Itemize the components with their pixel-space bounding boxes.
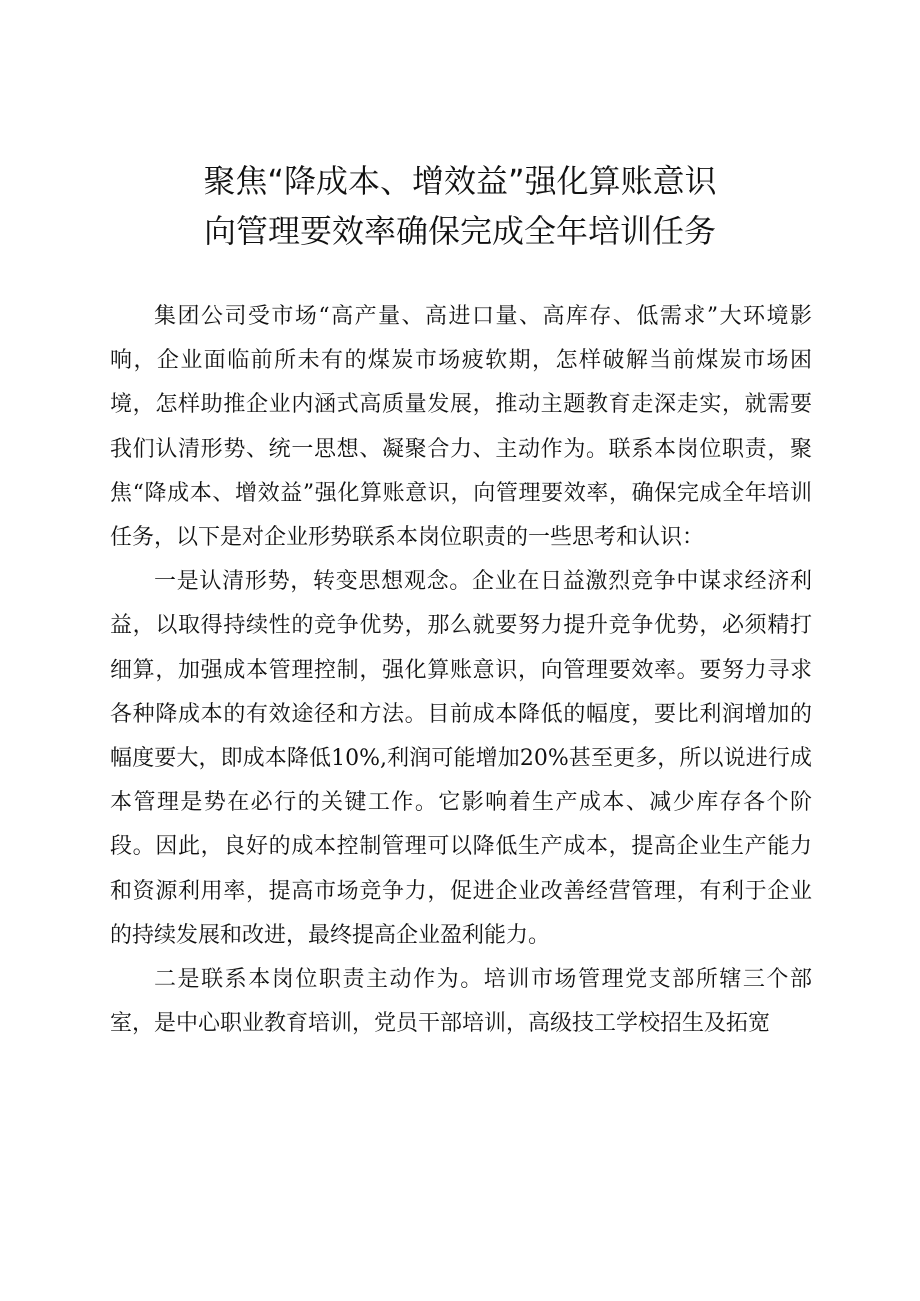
document-title-line-1: 聚焦“降成本、增效益”强化算账意识 xyxy=(203,162,717,200)
paragraph-intro: 集团公司受市场“高产量、高进口量、高库存、低需求”大环境影响，企业面临前所未有的煤炭市场疲软期，怎样破解当前煤炭市场困境，怎样助推企业内涵式高质量发展，推动主题教育走深走实，就需要我们认清形势、统一思想、凝聚合力、主动作为。联系本岗位职责，聚焦“降成本、增效益”强化算账意识，向管理要效率，确保完成全年培训任务，以下是对企业形势联系本岗位职责的一些思考和认识： xyxy=(110,304,812,551)
paragraph-point-two: 二是联系本岗位职责主动作为。培训市场管理党支部所辖三个部室，是中心职业教育培训，党员干部培训，高级技工学校招生及拓宽 xyxy=(110,967,812,1037)
paragraph-point-one: 一是认清形势，转变思想观念。企业在日益激烈竞争中谋求经济利益，以取得持续性的竞争优势，那么就要努力提升竞争优势，必须精打细算，加强成本管理控制，强化算账意识，向管理要效率。要努力寻求各种降成本的有效途径和方法。目前成本降低的幅度，要比利润增加的幅度要大，即成本降低10%,利润可能增加20%甚至更多，所以说进行成本管理是势在必行的关键工作。它影响着生产成本、减少库存各个阶段。因此，良好的成本控制管理可以降低生产成本，提高企业生产能力和资源利用率，提高市场竞争力，促进企业改善经营管理，有利于企业的持续发展和改进，最终提高企业盈利能力。 xyxy=(110,569,812,948)
document-body xyxy=(110,295,812,1046)
document-title-line-2: 向管理要效率确保完成全年培训任务 xyxy=(203,212,716,250)
